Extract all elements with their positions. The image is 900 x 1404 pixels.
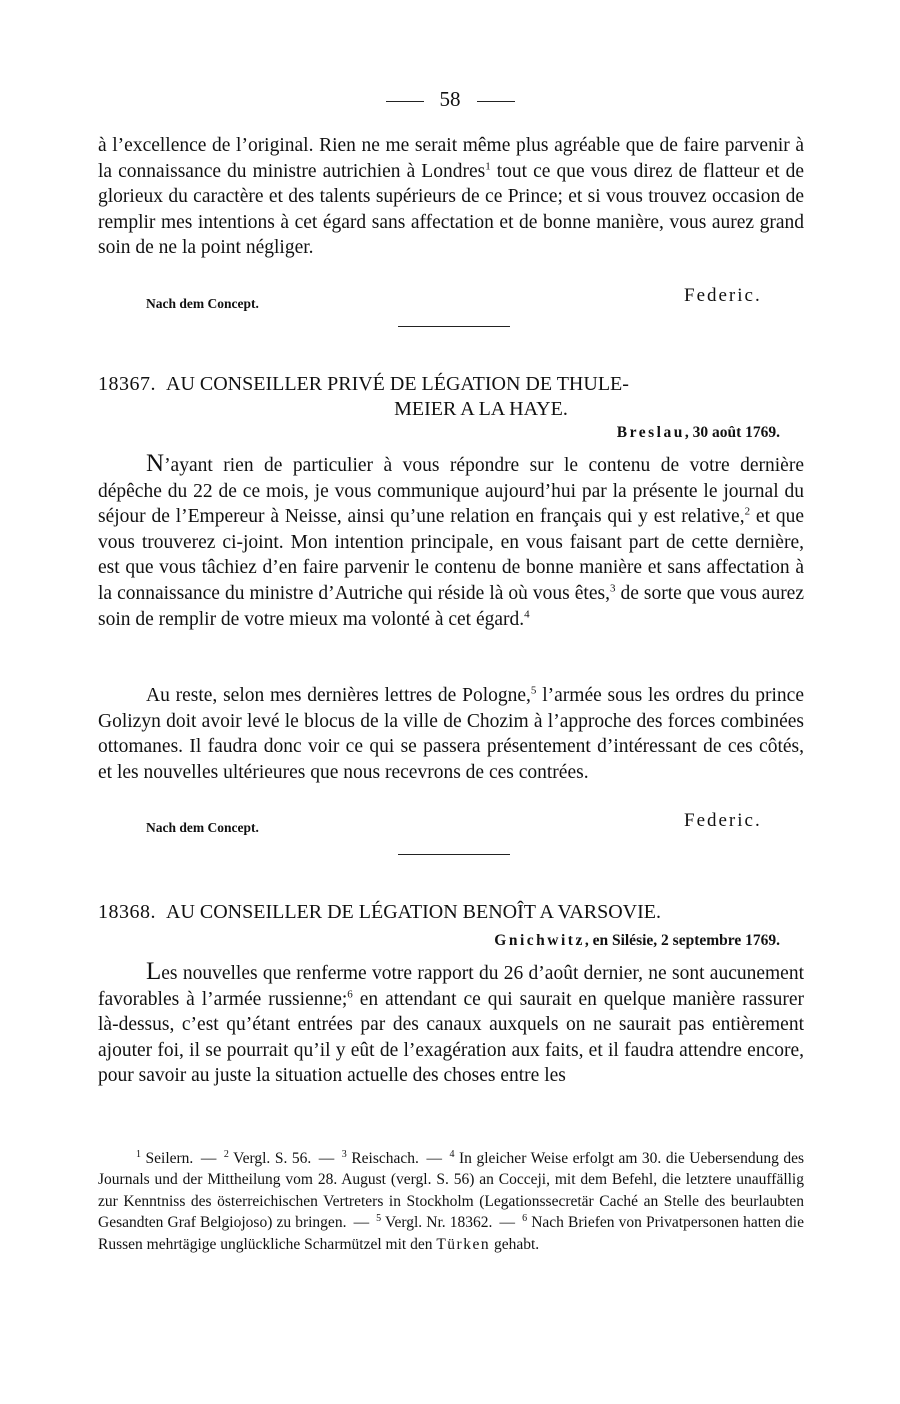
footnote-ref-3: 3 — [609, 582, 616, 595]
footnote-ref-5: 5 — [530, 684, 537, 697]
paragraph-text: de sorte que vous aurez soin de remplir de votre mieux ma volonté à cet égard. — [98, 582, 804, 630]
letter-heading — [98, 372, 804, 422]
letter-dateline — [494, 932, 780, 950]
letter-paragraph — [98, 451, 804, 632]
footnote-separator: — — [426, 1150, 442, 1167]
footnote-text: In gleicher Weise erfolgt am 30. die Uebersendung des Journals und der Mittheilung vom 28. August (vergl. S. 56) an Cocceji, mit dem Befehl, die letztere unauffällig zur Kenntniss des österreichischen Vertreters in Stockholm (Legationssecretär Caché an Stelle des beurlaubten Gesandten Graf Belgiojoso) zu bringen. — [98, 1150, 805, 1232]
footnote-text: Vergl. Nr. 18362. — [385, 1214, 493, 1232]
paragraph-text: et que vous trouverez ci-joint. Mon intention principale, en vous faisant part de cette dernière, est que vous tâchiez d’en faire parvenir le contenu de bonne manière et sans affectation à la connaissance du ministre d’Autriche qui réside là où vous êtes, — [98, 506, 804, 604]
header-right-rule — [477, 101, 515, 102]
letter-number: 18367. — [98, 373, 156, 395]
signature: Federic. — [684, 810, 762, 831]
dateline-date: , 30 août 1769. — [684, 424, 780, 441]
continuation-text: à l’excellence de l’original. Rien ne me serait même plus agréable que de faire parvenir à la connaissance du ministre autrichien à Londres — [98, 135, 804, 182]
footnote-mark: 1 — [136, 1148, 141, 1160]
footnote-text: Nach Briefen von Privatpersonen hatten die Russen mehrtägige unglückliche Scharmützel mit den — [98, 1214, 804, 1253]
paragraph-text: ’ayant rien de particulier à vous répondre sur le contenu de votre dernière dépêche du 22 de ce mois, je vous communique aujourd’hui par la présente le journal du séjour de l’Empereur à Neisse, ainsi qu’une relation en français qui y est relative, — [98, 455, 804, 528]
footnote-mark: 2 — [223, 1148, 229, 1160]
footnote-text: gehabt. — [490, 1235, 540, 1253]
paragraph-text: es nouvelles que renferme votre rapport du 26 d’août dernier, ne sont aucunement favorables à l’armée russienne; — [98, 963, 804, 1010]
footnotes — [98, 1148, 804, 1255]
footnote-mark: 5 — [376, 1213, 382, 1225]
page-header — [0, 84, 900, 114]
paragraph-text: Au reste, selon mes dernières lettres de Pologne, — [146, 685, 531, 706]
footnote-separator: — — [200, 1150, 217, 1167]
dateline-place: Breslau — [616, 424, 685, 441]
footnote-ref-4: 4 — [524, 608, 530, 621]
drop-cap: N — [146, 450, 165, 477]
letter-dateline — [617, 424, 780, 442]
dateline-date: , en Silésie, 2 septembre 1769. — [584, 932, 780, 949]
footnote-text: Reischach. — [351, 1150, 419, 1167]
letter-title-line1: AU CONSEILLER PRIVÉ DE LÉGATION DE THULE- — [166, 373, 629, 395]
footnote-text: Vergl. S. 56. — [233, 1150, 312, 1167]
paragraph-text: l’armée sous les ordres du prince Golizyn doit avoir levé le blocus de la ville de Chozim à l’approche des forces combinées ottomanes. Il faudra donc voir ce qui se passera présentement d’intéressant de ces côtés, et les nouvelles ultérieures que nous recevrons de ces contrées. — [98, 685, 804, 783]
page-number: 58 — [439, 87, 461, 111]
footnote-ref-6: 6 — [347, 988, 353, 1001]
dateline-place: Gnichwitz — [494, 932, 585, 949]
drop-cap: L — [146, 958, 162, 985]
footnote-separator: — — [499, 1214, 516, 1232]
letter-title-line2: MEIER A LA HAYE. — [394, 398, 568, 420]
footnote-mark: 4 — [449, 1148, 455, 1160]
section-divider — [398, 326, 510, 327]
footnote-text: Seilern. — [145, 1150, 194, 1167]
footnote-ref-2: 2 — [744, 505, 751, 518]
header-left-rule — [386, 101, 424, 102]
letter-heading — [98, 900, 804, 925]
footnote-separator: — — [318, 1150, 335, 1167]
letter-number: 18368. — [98, 901, 156, 923]
footnote-text-spaced: Türken — [436, 1235, 491, 1253]
paragraph-text: en attendant ce qui saurait en quelque manière rassurer là-dessus, c’est qu’étant entrées par des canaux auxquels on ne saurait pas entièrement ajouter foi, il se pourrait qu’il y eût de l’exagération aux faits, et il faudra attendre encore, pour savoir au juste la situation actuelle des choses entre les — [98, 988, 804, 1087]
footnote-block — [98, 1148, 804, 1255]
source-note: Nach dem Concept. — [146, 820, 259, 835]
footnote-ref-1: 1 — [485, 160, 491, 173]
letter-paragraph — [98, 959, 804, 1089]
letter-title: AU CONSEILLER DE LÉGATION BENOÎT A VARSOVIE. — [166, 901, 661, 923]
letter-paragraph — [98, 683, 804, 785]
continuation-paragraph — [98, 133, 804, 261]
source-note: Nach dem Concept. — [146, 296, 259, 311]
footnote-mark: 3 — [341, 1148, 347, 1160]
section-divider — [398, 854, 510, 855]
footnote-mark: 6 — [522, 1213, 528, 1225]
continuation-text-end: tout ce que vous direz de flatteur et de glorieux du caractère et des talents supérieurs de ce Prince; et si vous trouvez occasion de remplir mes intentions à cet égard sans affectation et de bonne manière, vous aurez grand soin de ne la point négliger. — [98, 160, 804, 259]
signature: Federic. — [684, 285, 762, 306]
footnote-separator: — — [353, 1214, 370, 1232]
